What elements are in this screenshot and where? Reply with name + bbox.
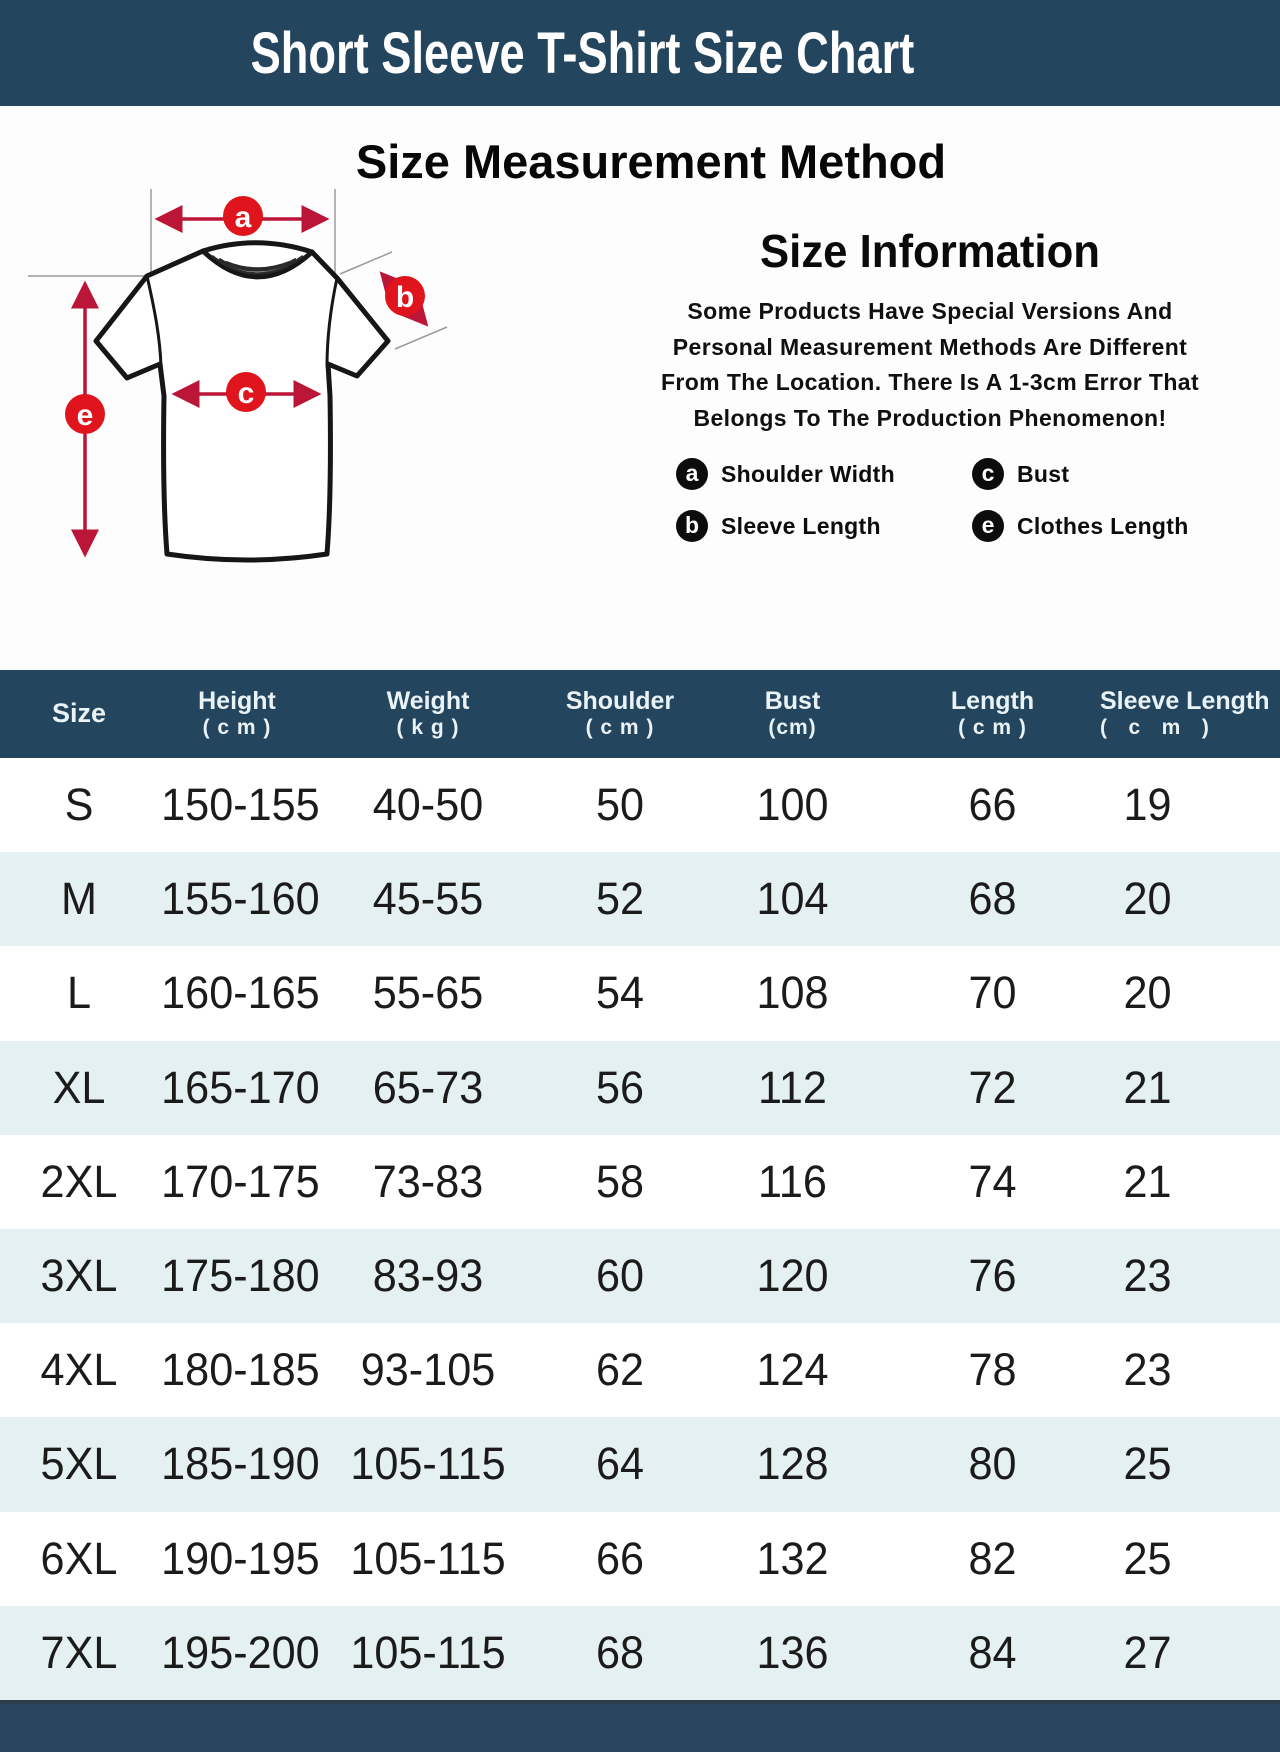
value-cell: 105-115 xyxy=(350,1626,506,1678)
value-cell: 21 xyxy=(1123,1061,1172,1113)
value-cell: 160-165 xyxy=(161,967,320,1019)
value-cell: 100 xyxy=(756,779,829,831)
table-row xyxy=(0,852,1280,946)
column-header-sleeve-length: Sleeve Length ( c m ) xyxy=(1100,686,1270,740)
value-cell: 83-93 xyxy=(372,1250,484,1302)
value-cell: 104 xyxy=(756,873,829,925)
table-row xyxy=(0,1323,1280,1417)
size-table xyxy=(0,670,1280,1700)
value-cell: 128 xyxy=(756,1438,829,1490)
column-header-size: Size xyxy=(51,698,107,729)
tshirt-diagram-svg xyxy=(0,106,515,670)
table-row xyxy=(0,1135,1280,1229)
size-cell: S xyxy=(64,779,94,831)
info-text xyxy=(660,294,1200,436)
size-cell: 5XL xyxy=(40,1438,118,1490)
value-cell: 58 xyxy=(595,1155,645,1207)
title-bar xyxy=(0,0,1280,106)
size-information-panel xyxy=(660,224,1200,542)
size-cell: M xyxy=(61,873,97,925)
value-cell: 155-160 xyxy=(161,873,320,925)
legend-label: Sleeve Length xyxy=(721,512,881,539)
value-cell: 190-195 xyxy=(161,1532,320,1584)
legend-marker-a: a xyxy=(676,458,708,490)
value-cell: 105-115 xyxy=(350,1532,506,1584)
size-cell: 6XL xyxy=(40,1532,118,1584)
value-cell: 82 xyxy=(968,1532,1017,1584)
table-row xyxy=(0,1041,1280,1135)
size-cell: 4XL xyxy=(40,1344,118,1396)
table-row xyxy=(0,1512,1280,1606)
value-cell: 132 xyxy=(756,1532,829,1584)
legend-item-sleeve-length xyxy=(676,510,972,542)
value-cell: 93-105 xyxy=(360,1344,496,1396)
value-cell: 65-73 xyxy=(372,1061,484,1113)
value-cell: 84 xyxy=(968,1626,1017,1678)
value-cell: 40-50 xyxy=(372,779,484,831)
value-cell: 27 xyxy=(1123,1626,1172,1678)
mark-c-label: c xyxy=(237,377,255,410)
measurement-method-section xyxy=(0,106,1280,670)
method-heading: Size Measurement Method xyxy=(355,135,947,188)
info-heading: Size Information xyxy=(760,225,1100,277)
value-cell: 112 xyxy=(758,1061,827,1113)
value-cell: 62 xyxy=(595,1344,645,1396)
table-row xyxy=(0,1606,1280,1700)
legend-label: Shoulder Width xyxy=(721,460,895,487)
value-cell: 23 xyxy=(1123,1250,1172,1302)
value-cell: 195-200 xyxy=(161,1626,320,1678)
value-cell: 45-55 xyxy=(372,873,484,925)
table-row xyxy=(0,1417,1280,1511)
size-table-body xyxy=(0,758,1280,1700)
legend-marker-b: b xyxy=(676,510,708,542)
value-cell: 180-185 xyxy=(161,1344,320,1396)
legend-label: Clothes Length xyxy=(1017,512,1189,539)
value-cell: 68 xyxy=(968,873,1017,925)
value-cell: 108 xyxy=(756,967,829,1019)
value-cell: 78 xyxy=(968,1344,1017,1396)
value-cell: 52 xyxy=(595,873,645,925)
value-cell: 68 xyxy=(595,1626,645,1678)
value-cell: 120 xyxy=(756,1250,829,1302)
value-cell: 55-65 xyxy=(372,967,484,1019)
value-cell: 73-83 xyxy=(372,1155,484,1207)
mark-a-label: a xyxy=(234,201,252,234)
size-cell: XL xyxy=(52,1061,106,1113)
value-cell: 25 xyxy=(1123,1532,1172,1584)
legend-item-bust xyxy=(972,458,1200,490)
value-cell: 76 xyxy=(968,1250,1017,1302)
value-cell: 70 xyxy=(968,967,1017,1019)
size-cell: 2XL xyxy=(40,1155,118,1207)
value-cell: 105-115 xyxy=(350,1438,506,1490)
tshirt-measurement-diagram xyxy=(0,106,515,670)
footer-bar xyxy=(0,1700,1280,1752)
size-table-header xyxy=(0,670,1280,758)
size-cell: L xyxy=(66,967,92,1019)
value-cell: 150-155 xyxy=(161,779,320,831)
value-cell: 60 xyxy=(595,1250,645,1302)
value-cell: 21 xyxy=(1123,1155,1172,1207)
legend-marker-c: c xyxy=(972,458,1004,490)
info-line: From The Location. There Is A 1-3cm Error That xyxy=(660,369,1200,395)
size-cell: 7XL xyxy=(40,1626,118,1678)
table-row xyxy=(0,946,1280,1040)
mark-b-label: b xyxy=(395,281,415,314)
legend-item-clothes-length xyxy=(972,510,1200,542)
table-row xyxy=(0,1229,1280,1323)
legend-item-shoulder-width xyxy=(676,458,972,490)
info-line: Some Products Have Special Versions And xyxy=(687,298,1173,324)
value-cell: 170-175 xyxy=(161,1155,320,1207)
mark-e-label: e xyxy=(76,399,94,432)
value-cell: 56 xyxy=(595,1061,645,1113)
measurement-legend xyxy=(660,458,1200,542)
table-row xyxy=(0,758,1280,852)
legend-label: Bust xyxy=(1017,460,1070,487)
value-cell: 54 xyxy=(595,967,645,1019)
value-cell: 23 xyxy=(1123,1344,1172,1396)
value-cell: 116 xyxy=(758,1155,827,1207)
info-line: Personal Measurement Methods Are Different xyxy=(672,333,1188,360)
column-header-bust: Bust (cm) xyxy=(764,686,821,740)
value-cell: 25 xyxy=(1123,1438,1172,1490)
column-header-height: Height ( c m ) xyxy=(198,686,276,740)
value-cell: 175-180 xyxy=(161,1250,320,1302)
value-cell: 165-170 xyxy=(161,1061,320,1113)
value-cell: 66 xyxy=(968,779,1017,831)
value-cell: 72 xyxy=(968,1061,1017,1113)
size-cell: 3XL xyxy=(40,1250,118,1302)
value-cell: 20 xyxy=(1123,873,1172,925)
page-title: Short Sleeve T-Shirt Size Chart xyxy=(250,20,914,86)
value-cell: 124 xyxy=(756,1344,829,1396)
value-cell: 19 xyxy=(1123,779,1172,831)
value-cell: 64 xyxy=(595,1438,645,1490)
column-header-shoulder: Shoulder ( c m ) xyxy=(565,686,675,740)
value-cell: 185-190 xyxy=(161,1438,320,1490)
value-cell: 20 xyxy=(1123,967,1172,1019)
value-cell: 50 xyxy=(595,779,645,831)
column-header-weight: Weight ( k g ) xyxy=(386,686,470,740)
info-line: Belongs To The Production Phenomenon! xyxy=(693,404,1167,431)
value-cell: 80 xyxy=(968,1438,1017,1490)
column-header-length: Length ( c m ) xyxy=(950,686,1035,740)
legend-marker-e: e xyxy=(972,510,1004,542)
value-cell: 74 xyxy=(968,1155,1017,1207)
value-cell: 66 xyxy=(595,1532,645,1584)
value-cell: 136 xyxy=(756,1626,829,1678)
